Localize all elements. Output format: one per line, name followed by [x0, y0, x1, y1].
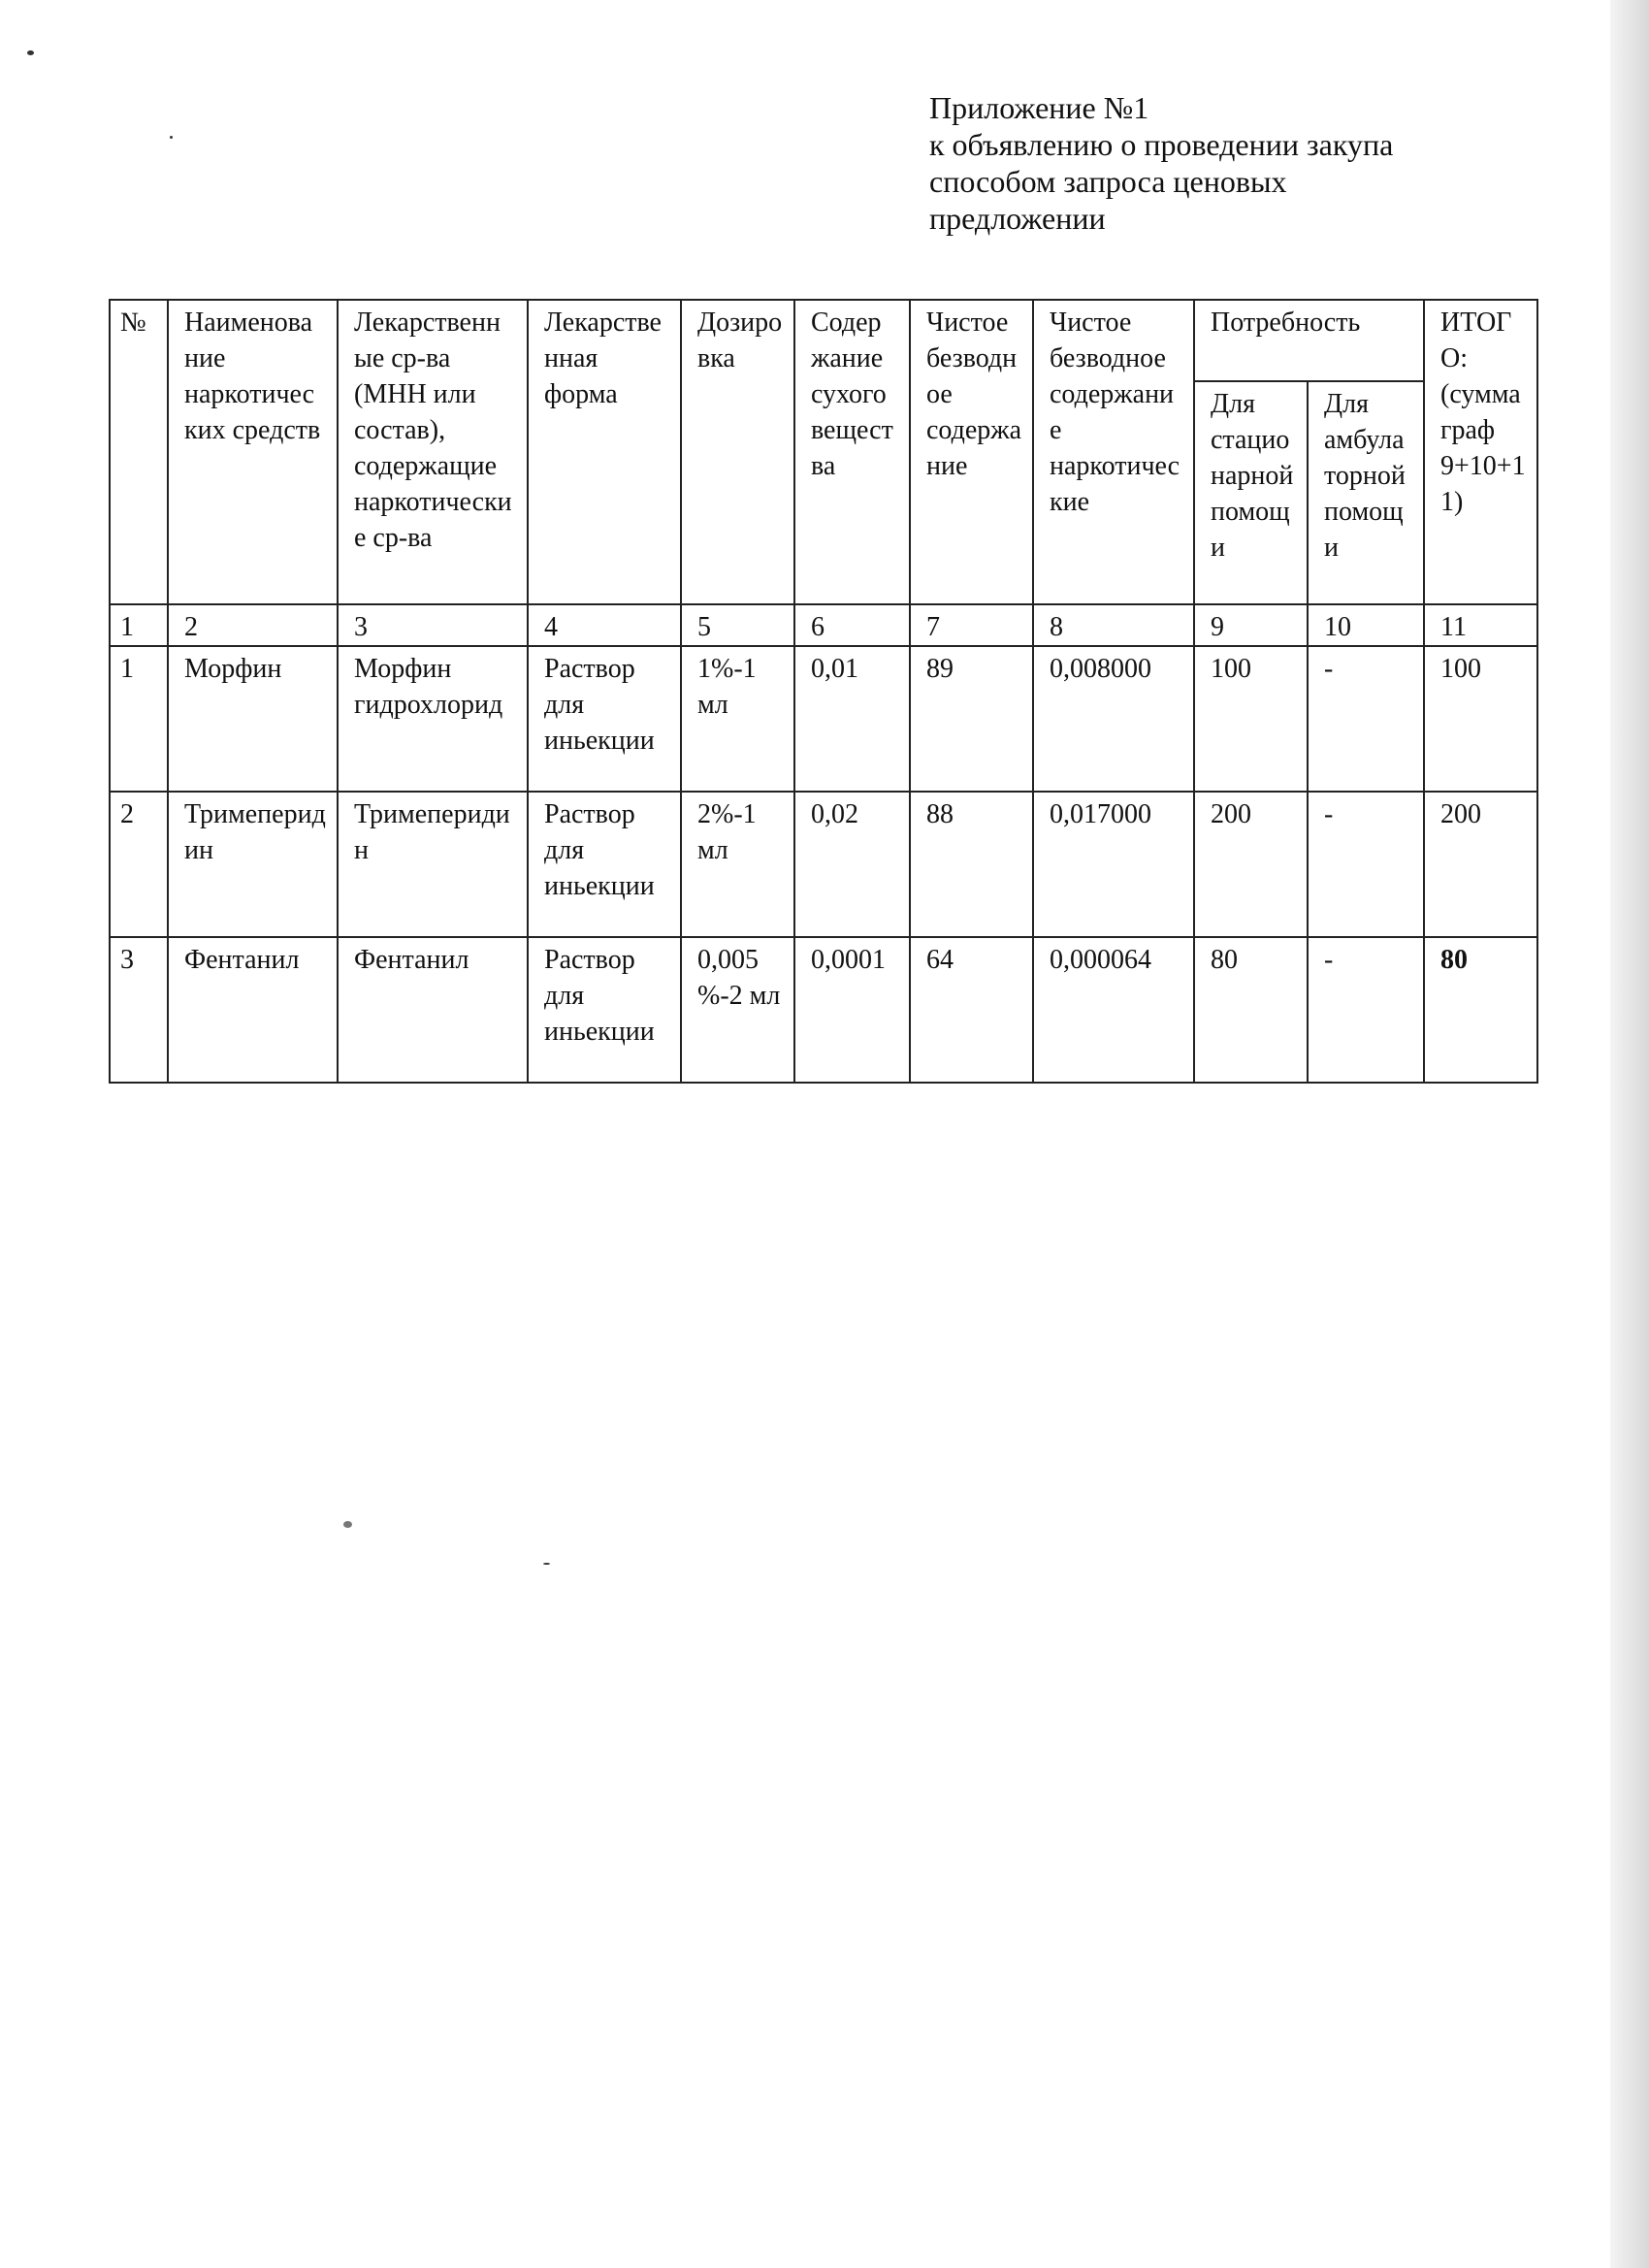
cell-pure: 89	[910, 646, 1033, 792]
cell-form: Раствор для иньекции	[528, 937, 681, 1083]
header-stationary: Для стационарной помощи	[1194, 381, 1308, 604]
column-number: 6	[794, 604, 910, 646]
cell-dose: 1%-1 мл	[681, 646, 794, 792]
cell-dose: 2%-1 мл	[681, 792, 794, 937]
column-number: 5	[681, 604, 794, 646]
cell-pure: 64	[910, 937, 1033, 1083]
cell-name: Тримеперидин	[168, 792, 338, 937]
column-number: 3	[338, 604, 528, 646]
cell-form: Раствор для иньекции	[528, 646, 681, 792]
cell-name: Фентанил	[168, 937, 338, 1083]
appendix-title: Приложение №1	[929, 90, 1149, 125]
cell-pure-narcotic: 0,017000	[1033, 792, 1194, 937]
table-row	[110, 937, 1537, 1083]
header-drugs: Лекарственные ср-ва (МНН или состав), содержащие наркотические ср-ва	[338, 300, 528, 604]
column-number: 10	[1308, 604, 1424, 646]
row-number: 2	[110, 792, 168, 937]
scan-shadow-edge	[1610, 0, 1649, 2268]
cell-dry: 0,0001	[794, 937, 910, 1083]
cell-pure-narcotic: 0,000064	[1033, 937, 1194, 1083]
cell-ambulatory: -	[1308, 937, 1424, 1083]
header-name: Наименование наркотических средств	[168, 300, 338, 604]
table-header-row	[110, 300, 1537, 381]
cell-dry: 0,01	[794, 646, 910, 792]
row-number: 1	[110, 646, 168, 792]
cell-pure-narcotic: 0,008000	[1033, 646, 1194, 792]
header-need: Потребность	[1194, 300, 1424, 381]
row-number: 3	[110, 937, 168, 1083]
header-form: Лекарственная форма	[528, 300, 681, 604]
header-ambulatory: Для амбулаторной помощи	[1308, 381, 1424, 604]
appendix-subtitle-line: к объявлению о проведении закупа	[929, 127, 1394, 162]
appendix-subtitle-line: предложении	[929, 201, 1106, 236]
scan-speck	[543, 1563, 550, 1565]
scan-speck	[170, 136, 173, 139]
header-dry-content: Содержание сухого вещества	[794, 300, 910, 604]
column-number: 8	[1033, 604, 1194, 646]
scan-speck	[27, 50, 34, 55]
cell-form: Раствор для иньекции	[528, 792, 681, 937]
column-number: 9	[1194, 604, 1308, 646]
header-number: №	[110, 300, 168, 604]
cell-dose: 0,005 %-2 мл	[681, 937, 794, 1083]
cell-drug: Тримеперидин	[338, 792, 528, 937]
table-row	[110, 646, 1537, 792]
narcotics-table	[109, 299, 1538, 1084]
header-total: ИТОГО: (сумма граф 9+10+11)	[1424, 300, 1537, 604]
cell-stationary: 80	[1194, 937, 1308, 1083]
column-number-row	[110, 604, 1537, 646]
appendix-header	[929, 89, 1531, 237]
cell-ambulatory: -	[1308, 646, 1424, 792]
cell-pure: 88	[910, 792, 1033, 937]
cell-drug: Фентанил	[338, 937, 528, 1083]
header-pure-narcotic: Чистое безводное содержание наркотические	[1033, 300, 1194, 604]
header-pure-content: Чистое безводное содержание	[910, 300, 1033, 604]
cell-total: 200	[1424, 792, 1537, 937]
cell-total: 100	[1424, 646, 1537, 792]
header-dose: Дозировка	[681, 300, 794, 604]
column-number: 4	[528, 604, 681, 646]
scan-speck	[343, 1521, 352, 1528]
cell-stationary: 200	[1194, 792, 1308, 937]
cell-drug: Морфин гидрохлорид	[338, 646, 528, 792]
column-number: 11	[1424, 604, 1537, 646]
table-row	[110, 792, 1537, 937]
appendix-subtitle-line: способом запроса ценовых	[929, 164, 1287, 199]
column-number: 2	[168, 604, 338, 646]
cell-ambulatory: -	[1308, 792, 1424, 937]
cell-total: 80	[1424, 937, 1537, 1083]
cell-name: Морфин	[168, 646, 338, 792]
cell-dry: 0,02	[794, 792, 910, 937]
column-number: 1	[110, 604, 168, 646]
column-number: 7	[910, 604, 1033, 646]
cell-stationary: 100	[1194, 646, 1308, 792]
